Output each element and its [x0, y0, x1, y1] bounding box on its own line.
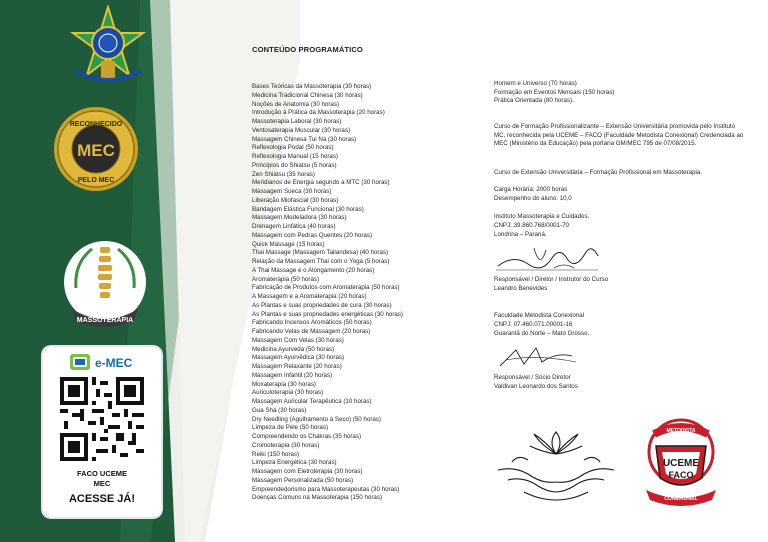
signer-2-role: Responsável / Sócio Diretor — [494, 374, 571, 381]
list-item: Massagem Modeladora (30 horas) — [252, 214, 347, 222]
list-item: Princípios do Shiatsu (5 horas) — [252, 161, 337, 169]
faculty-name: Faculdade Metodista Conexional — [494, 312, 585, 319]
list-item: Moxaterapia (30 horas) — [252, 380, 316, 388]
list-item: Ventosaterapia Muscular (30 horas) — [252, 126, 351, 134]
list-item: Massoterapia Laboral (30 horas) — [252, 118, 342, 125]
workload: Carga Horária: 2000 horas — [494, 186, 568, 193]
massoterapia-label: MASSOTERAPIA — [76, 317, 134, 324]
page-title: CONTEÚDO PROGRAMÁTICO — [252, 45, 363, 54]
list-item: Limpeza de Pele (50 horas) — [252, 424, 329, 432]
emec-label: e-MEC — [95, 356, 133, 370]
list-item: Massagem com Pedras Quentes (20 horas) — [252, 231, 373, 239]
institute-city: Londrina – Paraná. — [494, 231, 547, 238]
signature-2-icon — [496, 342, 580, 372]
list-item: Doenças Comuns na Massoterapia (150 horas) — [252, 494, 383, 502]
faculty-city: Guarantã do Norte – Mato Grosso. — [494, 330, 590, 337]
list-item: Cromoterapia (30 horas) — [252, 441, 320, 449]
course-description: Curso de Formação Profissionalizante – Extensão Universitária promovida pelo Instituto MC, reconhecida pela UCEME – FACO (Faculdade Metodista Conexional) Credenciada ao MEC (Ministério da Educação) pela portaria GM/MEC 795 de 07/08/2015. — [494, 123, 744, 147]
list-item: Noções de Anatomia (30 horas) — [252, 100, 340, 108]
list-item: Fabricando Velas de Massagem (20 horas) — [252, 328, 371, 335]
list-item: Reiki (150 horas) — [252, 450, 300, 458]
list-item: As Plantas e suas propriedades de cura (30 horas) — [252, 301, 392, 309]
mec-seal-bottom-text: PELO MEC — [77, 177, 115, 184]
emec-qr-card[interactable] — [43, 347, 161, 517]
uceme-sub-text: FACO — [668, 470, 694, 480]
mec-seal-center-text: MEC — [77, 141, 115, 160]
list-item: Medicina Tradicional Chinesa (30 horas) — [252, 91, 363, 99]
list-item: Bandagem Elástica Funcional (30 horas) — [252, 205, 364, 213]
emec-logo-icon — [69, 353, 91, 373]
institute-cnpj: CNPJ: 39.860.768/0001-70 — [494, 222, 569, 229]
signer-1-name: Leandro Benevides — [494, 285, 548, 292]
uceme-main-text: UCEME — [662, 458, 700, 469]
list-item: Drenagem Linfática (40 horas) — [252, 223, 336, 230]
uceme-top-text: METODISTA — [666, 428, 696, 434]
list-item: Homem e Universo (70 horas) — [494, 80, 577, 87]
signature-1-icon — [494, 240, 604, 274]
mec-seal-top-text: RECONHECIDO — [69, 121, 123, 128]
list-item: Prática Orientada (80 horas). — [494, 97, 574, 104]
list-item: Aromaterapia (50 horas) — [252, 275, 320, 283]
list-item: Dry Needling (Agulhamento à Seco) (50 horas) — [252, 415, 381, 423]
list-item: Reflexologia Manual (15 horas) — [252, 153, 338, 160]
qr-code-icon[interactable] — [60, 377, 144, 461]
extension-statement: Curso de Extensão Universitária – Formação Profissional em Massoterapia. — [494, 169, 703, 176]
signer-2-name: Valdivan Leonardo dos Santos — [494, 383, 578, 390]
list-item: Compreendendo os Chakras (35 horas) — [252, 433, 362, 440]
list-item: Empreendedorismo para Massoterapeutas (30 horas) — [252, 485, 400, 493]
list-item: Relação da Massagem Thai com o Yoga (5 horas) — [252, 258, 390, 265]
list-item: Formação em Eventos Mensais (150 horas) — [494, 88, 615, 96]
course-list-left — [252, 83, 403, 503]
list-item: Limpeza Energética (30 horas) — [252, 459, 337, 467]
list-item: Massagem Auricular Terapêutica (10 horas) — [252, 398, 372, 405]
faculty-cnpj: CNPJ: 07.460.071.00001-16 — [494, 321, 573, 328]
list-item: Bases Teóricas da Massoterapia (30 horas) — [252, 83, 372, 90]
mec-seal-icon — [53, 106, 139, 192]
list-item: Fabricando Incensos Aromáticos (50 horas) — [252, 319, 372, 327]
list-item: Massagem Com Velas (30 horas) — [252, 336, 344, 344]
qr-line-2: MEC — [93, 479, 111, 488]
uceme-faco-shield-icon — [636, 412, 726, 508]
list-item: Reflexologia Podal (50 horas) — [252, 144, 334, 152]
list-item: As Plantas e suas propriedades energéticas (30 horas) — [252, 310, 403, 318]
qr-line-1: FACO UCEME — [76, 469, 127, 478]
brazil-coat-of-arms-icon — [63, 5, 153, 87]
course-list-right — [494, 80, 614, 106]
list-item: Fabricação de Produtos com Aromaterapia (50 horas) — [252, 284, 400, 292]
institute-name: Instituto Massoterapia e Cuidados. — [494, 213, 590, 220]
list-item: Massagem Chinesa Tui Ná (30 horas) — [252, 135, 357, 143]
list-item: Massagem Ayurvédica (30 horas) — [252, 354, 345, 362]
list-item: Liberação Miofascial (30 horas) — [252, 196, 339, 204]
list-item: Quick Massage (15 horas) — [252, 240, 325, 248]
list-item: Meridianos de Energia segundo a MTC (30 horas) — [252, 179, 390, 187]
list-item: Thai Massage (Massagem Tailandesa) (40 horas) — [252, 249, 389, 257]
signer-1-role: Responsável / Diretor / Instrutor do Curso — [494, 276, 609, 283]
list-item: Gua Shá (30 horas) — [252, 406, 307, 414]
list-item: A Thai Massage e o Alongamento (20 horas) — [252, 266, 375, 274]
list-item: A Massagem e a Aromaterapia (20 horas) — [252, 293, 367, 300]
list-item: Massagem Personalizada (50 horas) — [252, 476, 354, 484]
list-item: Introdução à Prática da Massoterapia (20 horas) — [252, 109, 385, 117]
massoterapia-emblem-icon — [62, 233, 148, 331]
list-item: Massagem com Eletroterapia (30 horas) — [252, 468, 363, 475]
uceme-bottom-text: CONEXIONAL — [664, 496, 698, 502]
list-item: Massagem Sueca (30 horas) — [252, 188, 332, 195]
list-item: Zen Shiatsu (35 horas) — [252, 170, 315, 178]
qr-cta[interactable]: ACESSE JÁ! — [68, 493, 136, 505]
list-item: Medicina Ayurveda (50 horas) — [252, 345, 335, 353]
list-item: Auriculoterapia (30 horas) — [252, 389, 324, 397]
list-item: Massagem Relaxante (20 horas) — [252, 363, 342, 370]
list-item: Massagem Infantil (20 horas) — [252, 371, 333, 379]
performance: Desempenho do aluno: 10,0 — [494, 195, 572, 202]
lotus-meditation-icon — [494, 426, 618, 508]
